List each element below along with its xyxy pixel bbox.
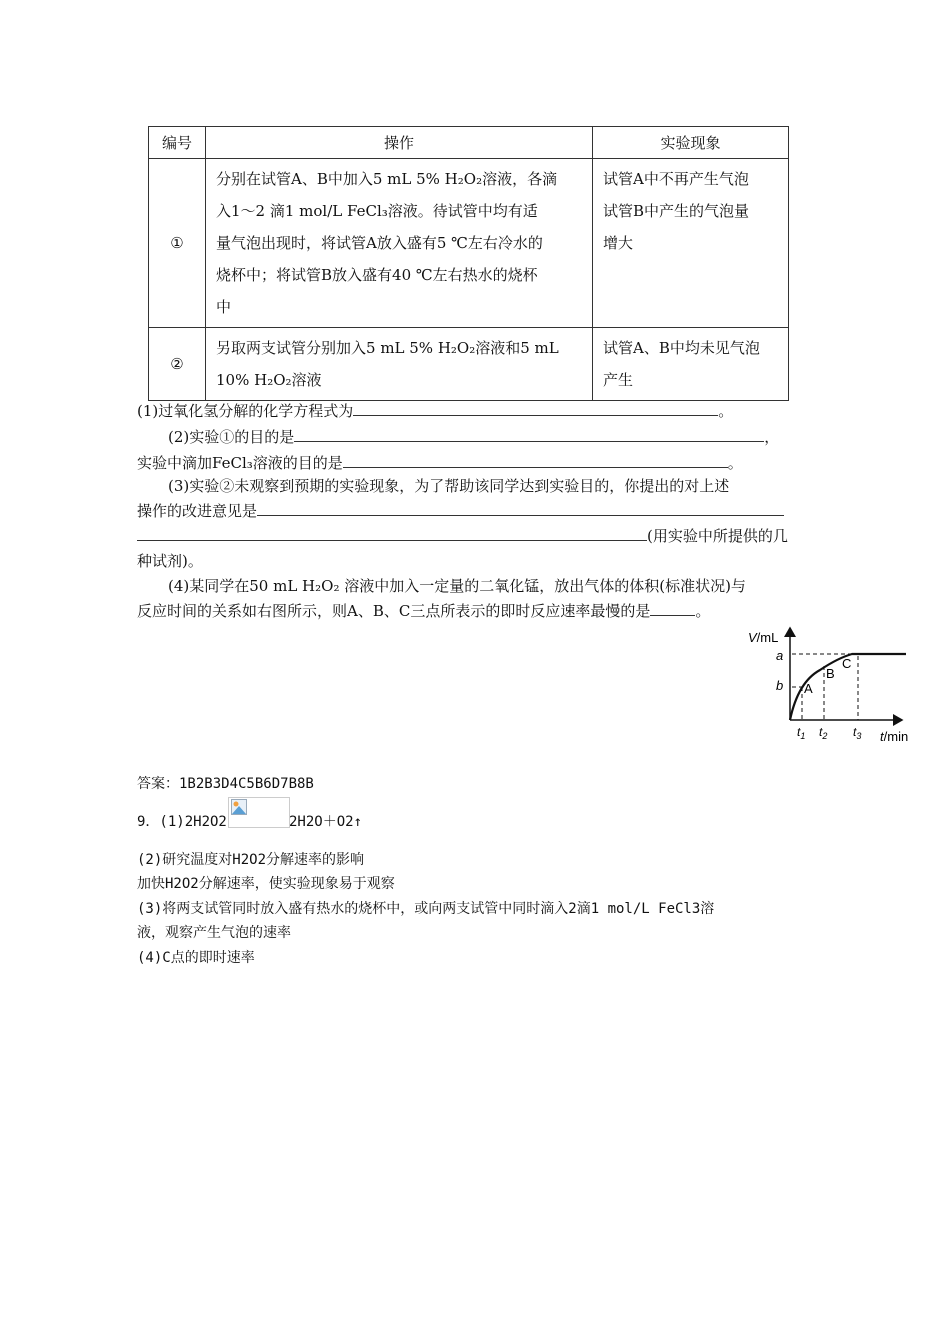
point-C: C: [842, 656, 852, 671]
header-phenomenon: 实验现象: [593, 127, 789, 159]
punct: 。: [727, 454, 743, 472]
question-3b: [137, 501, 784, 521]
answer-2b: 加快H2O2分解速率，使实验现象易于观察: [137, 876, 395, 892]
experiment-table: [148, 126, 789, 401]
phenomenon-line: 增大: [603, 234, 634, 252]
answer-4: (4)C点的即时速率: [137, 950, 255, 966]
row-number: ①: [149, 159, 206, 328]
question-4b: [137, 601, 710, 621]
broken-image-icon: [231, 799, 247, 815]
answer-blank[interactable]: [343, 453, 728, 468]
answer-blank[interactable]: [257, 501, 784, 516]
question-3c: [137, 526, 788, 546]
question-2-text: (2)实验①的目的是: [168, 428, 295, 446]
answer-blank[interactable]: [650, 601, 695, 616]
question-2b: [137, 453, 743, 473]
header-number: 编号: [149, 127, 206, 159]
question-2: [168, 427, 779, 447]
x-tick-t3: $t_3$: [853, 725, 862, 741]
phenomenon-line: 产生: [603, 371, 634, 389]
question-1-text: (1)过氧化氢分解的化学方程式为: [137, 402, 354, 420]
operation-line: 量气泡出现时，将试管A放入盛有5 ℃左右冷水的: [216, 234, 543, 252]
question-3d: 种试剂)。: [137, 552, 203, 570]
question-3: (3)实验②未观察到预期的实验现象，为了帮助该同学达到实验目的，你提出的对上述: [168, 477, 730, 495]
x-axis-label: t/min: [880, 729, 909, 744]
y-axis-label: V/mL: [748, 630, 779, 645]
punct: 。: [718, 402, 734, 420]
y-tick-b: b: [776, 678, 784, 693]
operation-line: 10% H₂O₂溶液: [216, 371, 322, 389]
operation-line: 烧杯中；将试管B放入盛有40 ℃左右热水的烧杯: [216, 266, 538, 284]
answer-blank[interactable]: [353, 401, 718, 416]
question-4b-text: 反应时间的关系如右图所示，则A、B、C三点所表示的即时反应速率最慢的是: [137, 602, 651, 620]
point-B: B: [826, 666, 835, 681]
phenomenon-line: 试管B中产生的气泡量: [603, 202, 750, 220]
table-row: [149, 328, 789, 401]
phenomenon-line: 试管A中不再产生气泡: [603, 170, 749, 188]
row-operation: [206, 328, 593, 401]
punct: ，: [764, 428, 780, 446]
point-A: A: [804, 681, 813, 696]
operation-line: 分别在试管A、B中加入5 mL 5% H₂O₂溶液，各滴: [216, 170, 558, 188]
question-4: (4)某同学在50 mL H₂O₂ 溶液中加入一定量的二氧化锰，放出气体的体积(标准状况)与: [168, 577, 746, 595]
y-tick-a: a: [776, 648, 784, 663]
answer-q9-suffix: 2H2O＋O2↑: [289, 814, 363, 830]
table-header-row: [149, 127, 789, 159]
question-3c-text: (用实验中所提供的几: [647, 527, 788, 545]
answer-q9-prefix: 9．(1)2H2O2: [137, 814, 227, 830]
question-3b-text: 操作的改进意见是: [137, 502, 258, 520]
operation-line: 中: [216, 298, 232, 316]
volume-time-graph: [740, 622, 920, 748]
table-row: [149, 159, 789, 328]
answer-blank[interactable]: [137, 526, 647, 541]
row-operation: [206, 159, 593, 328]
header-operation: 操作: [206, 127, 593, 159]
row-phenomenon: [593, 159, 789, 328]
phenomenon-line: 试管A、B中均未见气泡: [603, 339, 760, 357]
punct: 。: [695, 602, 711, 620]
question-2b-text: 实验中滴加FeCl₃溶液的目的是: [137, 454, 343, 472]
answer-3b: 液，观察产生气泡的速率: [137, 925, 291, 941]
x-tick-t1: $t_1$: [797, 725, 806, 741]
answer-line-1: 答案：1B2B3D4C5B6D7B8B: [137, 776, 314, 792]
x-tick-t2: $t_2$: [819, 725, 828, 741]
answer-3: (3)将两支试管同时放入盛有热水的烧杯中，或向两支试管中同时滴入2滴1 mol/L FeCl3溶: [137, 901, 715, 917]
answer-2: (2)研究温度对H2O2分解速率的影响: [137, 852, 365, 868]
row-number: ②: [149, 328, 206, 401]
broken-image-placeholder: [228, 797, 290, 828]
answer-blank[interactable]: [294, 427, 764, 442]
operation-line: 另取两支试管分别加入5 mL 5% H₂O₂溶液和5 mL: [216, 339, 559, 357]
operation-line: 入1～2 滴1 mol/L FeCl₃溶液。待试管中均有适: [216, 202, 538, 220]
question-1: [137, 401, 733, 421]
row-phenomenon: [593, 328, 789, 401]
